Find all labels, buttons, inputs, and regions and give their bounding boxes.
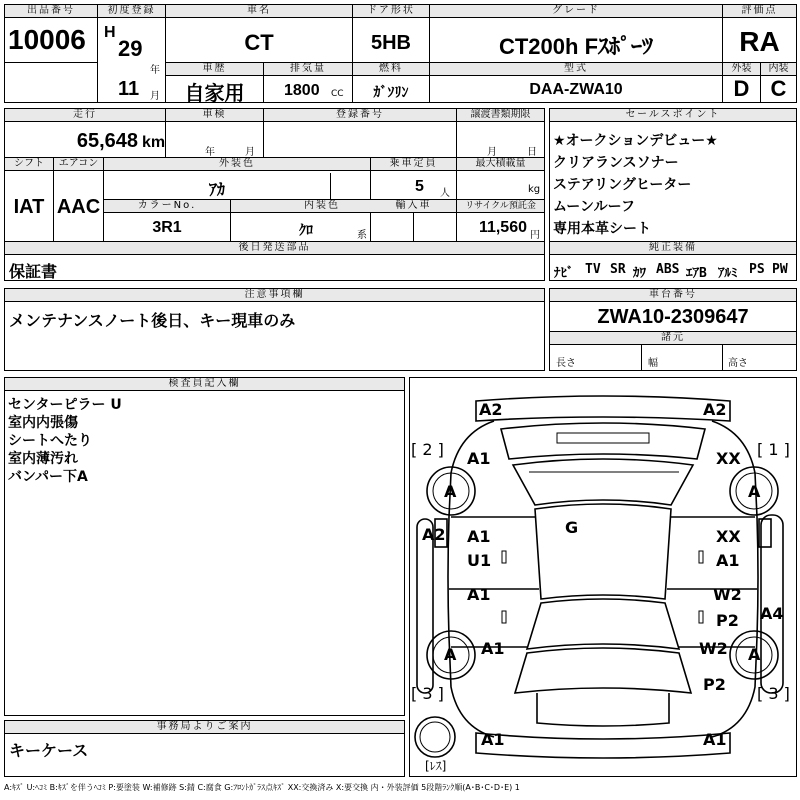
capacity-value: 5 [415, 178, 424, 195]
shift-label: シフト [5, 158, 53, 171]
color-no-label: カラーNo. [104, 200, 230, 213]
fuel-value: ｶﾞｿﾘﾝ [373, 85, 409, 101]
fuel-label: 燃料 [353, 63, 429, 76]
model-value: DAA-ZWA10 [529, 81, 623, 98]
mark-door-rr-a: W2 [713, 585, 742, 604]
capacity-label: 乗車定員 [371, 158, 456, 171]
score-value: RA [739, 26, 780, 57]
interior-grade: C [770, 76, 787, 101]
color-value: ｱｶ [208, 180, 225, 199]
transfer-label: 譲渡書類期限 [457, 109, 544, 122]
equipment-item: ｴｱB [686, 266, 707, 281]
mark-rear-l: A1 [481, 730, 505, 749]
mark-door-rl: A1 [467, 585, 491, 604]
int-color-label: 内装色 [231, 200, 413, 213]
equipment-label: 純正装備 [550, 242, 796, 255]
transfer-month-unit: 月 [487, 147, 497, 158]
mark-side-l: A2 [422, 525, 446, 544]
sales-point-line: ★オークションデビュー★ [553, 133, 718, 149]
legend-text: A:ｷｽﾞ U:ﾍｺﾐ B:ｷｽﾞを伴うﾍｺﾐ P:要塗装 W:補修跡 S:錆 C:腐食 G:ﾌﾛﾝﾄｶﾞﾗｽ点ｷｽﾞ XX:交換済み X:要交換 内・外装評価 5段階ﾗﾝｸ順(A･B･C･D･E) 1 [4, 783, 520, 792]
chassis-label: 車台番号 [550, 289, 796, 302]
notes-label: 注意事項欄 [5, 289, 544, 302]
color-label: 外装色 [104, 158, 370, 171]
mark-side-r: A4 [760, 604, 784, 623]
sales-point-line: クリアランスソナー [553, 155, 679, 171]
equipment-item: TV [585, 262, 601, 277]
mark-wheel-fl: A [444, 482, 457, 501]
displacement-label: 排気量 [264, 63, 352, 76]
mark-door-fr-a: XX [716, 527, 741, 546]
mark-quarter-l: A1 [481, 639, 505, 658]
mark-tread-rr: [ 3 ] [757, 684, 790, 703]
color-no-value: 3R1 [152, 219, 182, 236]
mileage-label: 走行 [5, 109, 165, 122]
mark-wheel-fr: A [748, 482, 761, 501]
mark-door-rr-b: P2 [716, 611, 739, 630]
lot-number: 10006 [8, 24, 86, 55]
mark-door-fl-a: A1 [467, 527, 491, 546]
inspection-label: 車検 [166, 109, 263, 122]
equipment-item: PS [749, 262, 765, 277]
grade-value: CT200h Fｽﾎﾟｰﾂ [498, 34, 654, 59]
width-label: 幅 [648, 358, 658, 369]
recycle-value: 11,560 [478, 219, 527, 236]
km-unit: km [142, 134, 166, 151]
mark-tread-fr: [ 1 ] [757, 440, 790, 459]
equipment-item: PW [772, 262, 788, 277]
equipment-item: SR [610, 262, 626, 277]
yen-unit: 円 [530, 230, 540, 241]
office-label: 事務局よりご案内 [5, 721, 404, 734]
length-label: 長さ [556, 358, 576, 369]
inspector-line: バンパー下A [8, 469, 88, 485]
grade-label: グレード [430, 5, 722, 18]
inspector-line: シートへたり [8, 433, 92, 449]
car-name: CT [244, 30, 274, 55]
inspector-line: 室内薄汚れ [8, 451, 78, 467]
month-unit: 月 [150, 91, 160, 102]
mark-tread-rl: [ 3 ] [411, 684, 444, 703]
inspector-line: 室内内張傷 [8, 415, 78, 431]
chassis-number: ZWA10-2309647 [597, 306, 749, 328]
car-outline-diagram [409, 377, 797, 777]
office-text: キーケース [9, 741, 89, 760]
exterior-label: 外装 [723, 63, 760, 76]
year-unit: 年 [150, 65, 160, 76]
mark-fender-l: A1 [467, 449, 491, 468]
score-label: 評価点 [723, 5, 796, 18]
later-parts-label: 後日発送部品 [5, 242, 544, 255]
equipment-item: ｱﾙﾐ [718, 266, 738, 281]
era-letter: H [104, 24, 116, 41]
kg-unit: kg [528, 184, 541, 195]
mark-spare: [ﾚｽ] [425, 759, 447, 773]
dims-label: 諸元 [550, 332, 796, 345]
mark-wheel-rr: A [748, 645, 761, 664]
person-unit: 人 [440, 188, 450, 199]
reg-number-label: 登録番号 [264, 109, 456, 122]
ac-label: エアコン [54, 158, 103, 171]
mark-quarter-r-b: P2 [703, 675, 726, 694]
transfer-day-unit: 日 [527, 147, 537, 158]
reg-month: 11 [118, 78, 140, 100]
mark-front-left: A2 [479, 400, 503, 419]
sales-points-label: セールスポイント [550, 109, 796, 122]
lot-label: 出品番号 [5, 5, 97, 18]
mark-door-fl-b: U1 [467, 551, 492, 570]
model-label: 型式 [430, 63, 722, 76]
inspector-label: 検査員記入欄 [5, 378, 404, 391]
reg-year: 29 [118, 36, 143, 61]
insp-month-unit: 月 [245, 147, 255, 158]
mark-front-right: A2 [703, 400, 727, 419]
insp-year-unit: 年 [205, 147, 215, 158]
interior-label: 内装 [761, 63, 796, 76]
notes-text: メンテナンスノート後日、キー現車のみ [9, 311, 296, 330]
import-label: 輸入車 [371, 200, 456, 213]
mark-door-fr-b: A1 [716, 551, 740, 570]
load-label: 最大積載量 [457, 158, 544, 171]
shift-value: IAT [13, 196, 45, 218]
series-unit: 系 [357, 230, 367, 241]
equipment-item: ﾅﾋﾞ [554, 266, 574, 281]
recycle-label: リサイクル預託金 [457, 200, 544, 213]
mark-roof: G [565, 518, 579, 537]
displacement-value: 1800 [284, 82, 320, 99]
history-label: 車歴 [166, 63, 263, 76]
int-color-value: ｸﾛ [299, 223, 313, 239]
door-label: ドア形状 [353, 5, 429, 18]
mark-quarter-r-a: W2 [699, 639, 728, 658]
inspector-line: センターピラー U [8, 397, 122, 413]
equipment-item: ｶﾜ [633, 266, 646, 281]
cc-unit: CC [331, 89, 344, 99]
mark-rear-r: A1 [703, 730, 727, 749]
sales-point-line: ムーンルーフ [553, 199, 635, 215]
mark-fender-r: XX [716, 449, 741, 468]
later-parts-value: 保証書 [9, 262, 58, 281]
ac-value: AAC [56, 196, 101, 218]
mark-wheel-rl: A [444, 645, 457, 664]
sales-point-line: ステアリングヒーター [553, 177, 692, 193]
sales-point-line: 専用本革シート [553, 221, 651, 237]
first-reg-label: 初度登録 [98, 5, 165, 18]
history-value: 自家用 [184, 83, 245, 105]
mark-tread-fl: [ 2 ] [411, 440, 444, 459]
name-label: 車名 [166, 5, 352, 18]
exterior-grade: D [733, 76, 750, 101]
door-type: 5HB [370, 32, 411, 54]
height-label: 高さ [728, 358, 748, 369]
equipment-item: ABS [656, 262, 680, 277]
mileage-value: 65,648 [76, 130, 138, 152]
